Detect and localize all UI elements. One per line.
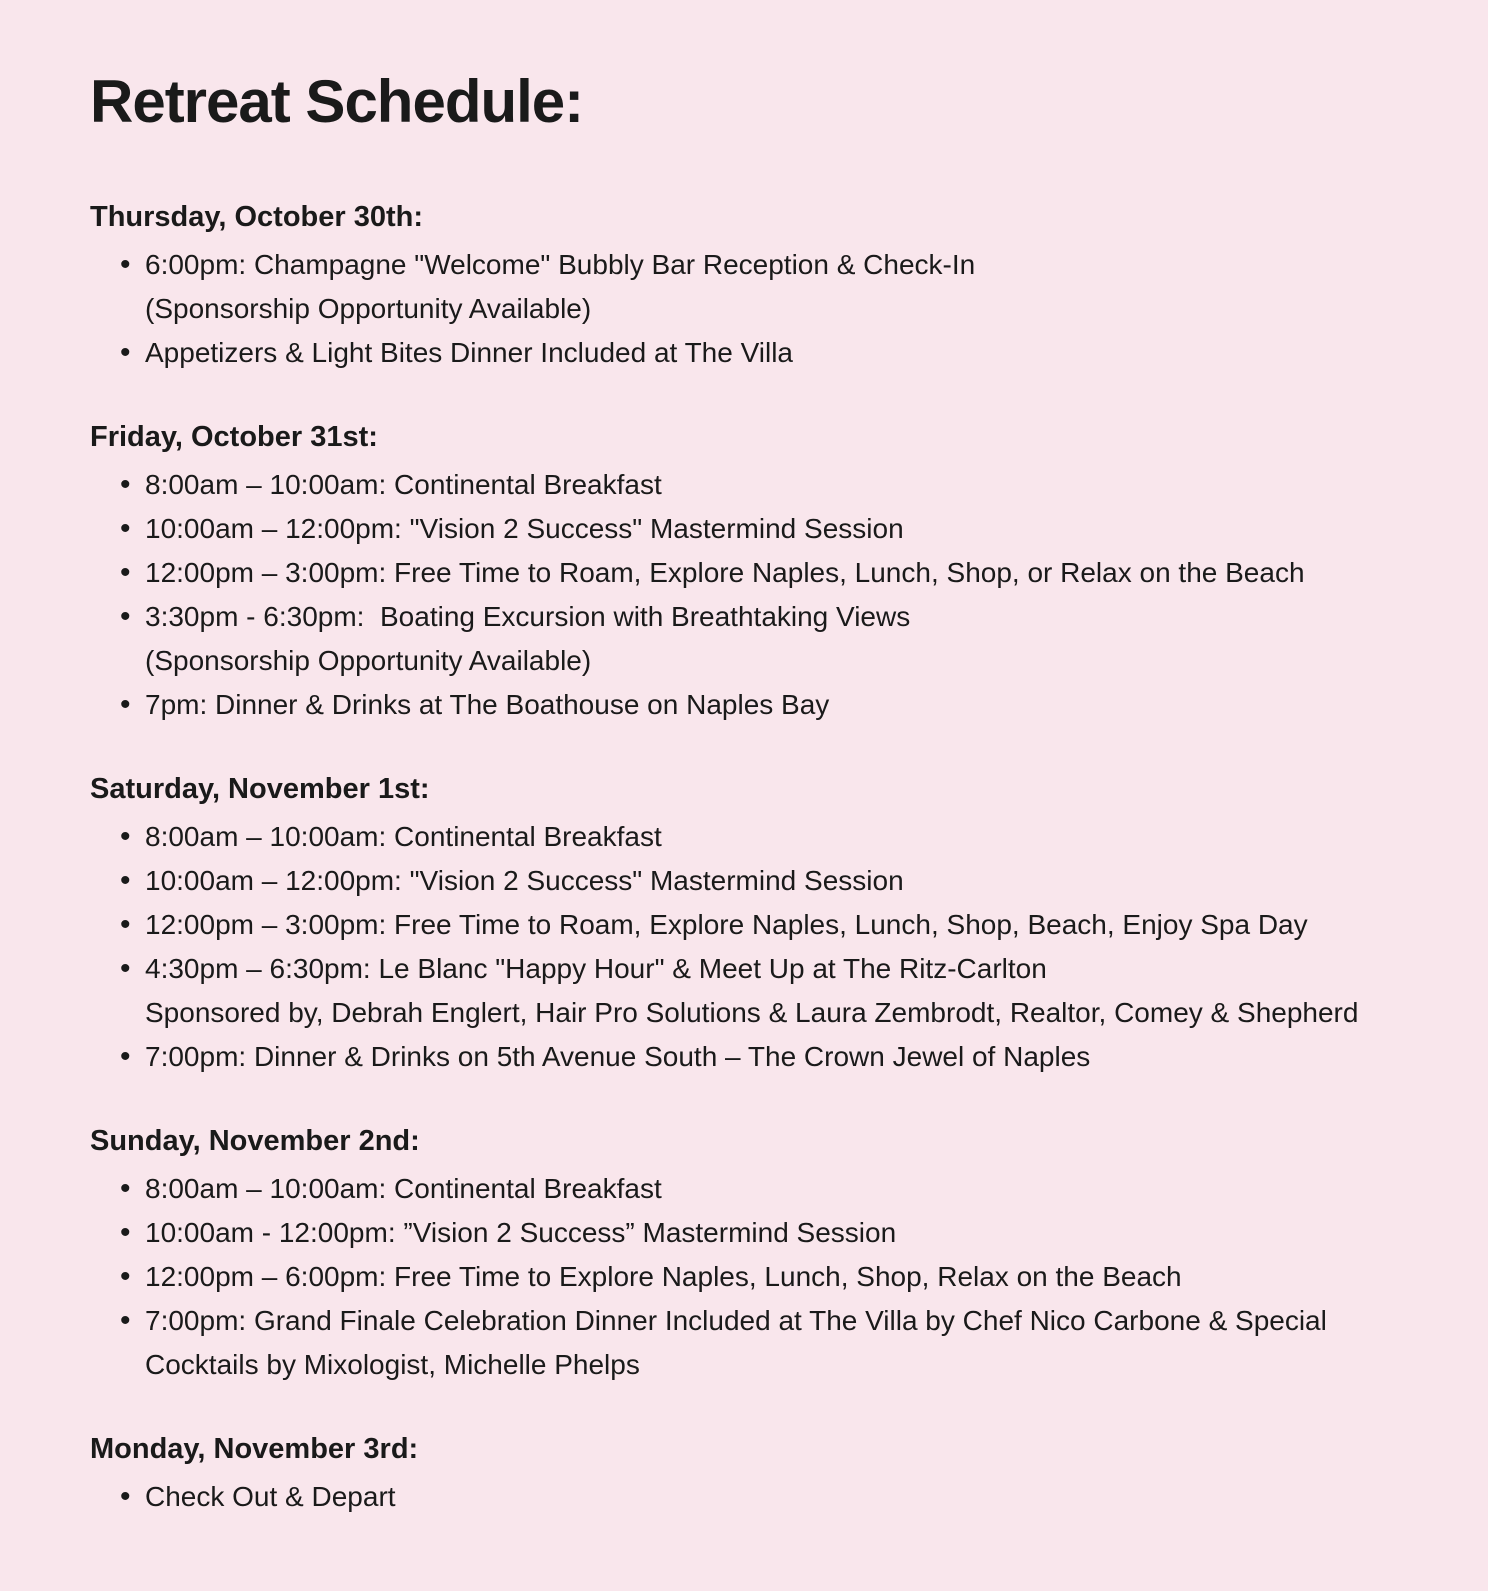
event-item xyxy=(90,683,1468,727)
event-line: Cocktails by Mixologist, Michelle Phelps xyxy=(145,1349,640,1380)
event-line: • 12:00pm – 3:00pm: Free Time to Roam, Explore Naples, Lunch, Shop, Beach, Enjoy Spa Day xyxy=(145,909,1308,940)
event-line: • Appetizers & Light Bites Dinner Included at The Villa xyxy=(145,337,794,368)
event-item xyxy=(90,1255,1468,1299)
event-item xyxy=(90,947,1468,1035)
event-item xyxy=(90,903,1468,947)
event-line: • 10:00am – 12:00pm: "Vision 2 Success" Mastermind Session xyxy=(145,865,904,896)
event-item xyxy=(90,815,1468,859)
schedule-section-monday xyxy=(90,1427,1468,1519)
event-line: • 4:30pm – 6:30pm: Le Blanc "Happy Hour" & Meet Up at The Ritz-Carlton xyxy=(145,953,1047,984)
event-list xyxy=(90,1167,1468,1387)
event-line: • 8:00am – 10:00am: Continental Breakfast xyxy=(145,1173,662,1204)
event-item xyxy=(90,551,1468,595)
event-item xyxy=(90,1299,1468,1387)
event-item xyxy=(90,507,1468,551)
event-line: (Sponsorship Opportunity Available) xyxy=(145,293,592,324)
event-line: • 10:00am – 12:00pm: "Vision 2 Success" Mastermind Session xyxy=(145,513,904,544)
day-heading: Saturday, November 1st: xyxy=(90,773,430,805)
event-line: • 7:00pm: Dinner & Drinks on 5th Avenue South – The Crown Jewel of Naples xyxy=(145,1041,1091,1072)
event-line: • 12:00pm – 3:00pm: Free Time to Roam, Explore Naples, Lunch, Shop, or Relax on the Beach xyxy=(145,557,1305,588)
event-item xyxy=(90,595,1468,683)
event-line: • 8:00am – 10:00am: Continental Breakfast xyxy=(145,821,662,852)
day-heading: Sunday, November 2nd: xyxy=(90,1125,420,1157)
event-item xyxy=(90,463,1468,507)
event-item xyxy=(90,331,1468,375)
event-list xyxy=(90,243,1468,375)
event-item xyxy=(90,1167,1468,1211)
day-heading: Monday, November 3rd: xyxy=(90,1433,419,1465)
event-item xyxy=(90,1211,1468,1255)
page-title: Retreat Schedule: xyxy=(90,68,584,135)
event-line: Sponsored by, Debrah Englert, Hair Pro Solutions & Laura Zembrodt, Realtor, Comey & Shepherd xyxy=(145,997,1359,1028)
event-line: • 7pm: Dinner & Drinks at The Boathouse on Naples Bay xyxy=(145,689,830,720)
schedule-section-saturday xyxy=(90,767,1468,1079)
schedule-section-thursday xyxy=(90,195,1468,375)
event-line: (Sponsorship Opportunity Available) xyxy=(145,645,592,676)
event-line: • Check Out & Depart xyxy=(145,1481,396,1512)
event-list xyxy=(90,815,1468,1079)
event-line: • 3:30pm - 6:30pm: Boating Excursion with Breathtaking Views xyxy=(145,601,911,632)
day-heading: Thursday, October 30th: xyxy=(90,201,424,233)
schedule-section-friday xyxy=(90,415,1468,727)
event-item xyxy=(90,1035,1468,1079)
event-list xyxy=(90,1475,1468,1519)
schedule-section-sunday xyxy=(90,1119,1468,1387)
event-item xyxy=(90,859,1468,903)
event-line: • 12:00pm – 6:00pm: Free Time to Explore Naples, Lunch, Shop, Relax on the Beach xyxy=(145,1261,1182,1292)
event-item xyxy=(90,243,1468,331)
day-heading: Friday, October 31st: xyxy=(90,421,378,453)
event-line: • 10:00am - 12:00pm: ”Vision 2 Success” Mastermind Session xyxy=(145,1217,897,1248)
event-line: • 6:00pm: Champagne "Welcome" Bubbly Bar Reception & Check-In xyxy=(145,249,976,280)
event-line: • 8:00am – 10:00am: Continental Breakfast xyxy=(145,469,662,500)
event-line: • 7:00pm: Grand Finale Celebration Dinner Included at The Villa by Chef Nico Carbone & Special xyxy=(145,1305,1327,1336)
event-list xyxy=(90,463,1468,727)
event-item xyxy=(90,1475,1468,1519)
